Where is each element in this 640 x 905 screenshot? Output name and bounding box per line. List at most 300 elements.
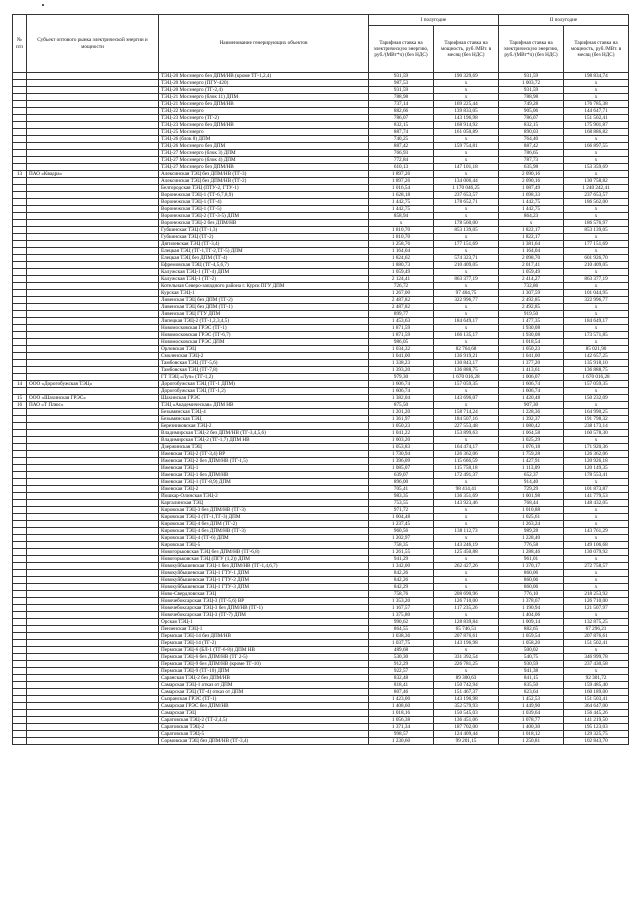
row-subject (27, 640, 159, 647)
row-num (13, 234, 27, 241)
energy-half2: 1 420,48 (499, 395, 564, 402)
table-row (13, 87, 629, 94)
power-half2: 135 918,10 (564, 360, 629, 367)
row-object: ТЭЦ-21 Мосэнерго без ДПМ/НВ (159, 101, 369, 108)
row-object: Дзержинская ТЭЦ (159, 444, 369, 451)
row-object: Безымянская ТЭЦ (159, 416, 369, 423)
row-num (13, 185, 27, 192)
table-row (13, 675, 629, 682)
row-subject (27, 213, 159, 220)
row-subject (27, 129, 159, 136)
energy-half1: 864,55 (369, 626, 434, 633)
row-num (13, 486, 27, 493)
energy-half2: 1 190,94 (499, 605, 564, 612)
row-object: Пермская ТЭЦ-6 без ДПМ/НВ (ТГ 2-5) (159, 654, 369, 661)
power-half1: x (434, 80, 499, 87)
energy-half1: 931,59 (369, 87, 434, 94)
table-row (13, 402, 629, 409)
row-object: Белгородская ТЭЦ (ПТУ-2, ГТУ-1) (159, 185, 369, 192)
energy-half1: 1 606,74 (369, 381, 434, 388)
energy-half2: 768,44 (499, 500, 564, 507)
table-row (13, 318, 629, 325)
power-half1: x (434, 94, 499, 101)
energy-half2: 1 759,28 (499, 451, 564, 458)
energy-half2: 1 930,08 (499, 325, 564, 332)
row-num (13, 192, 27, 199)
power-half2: 863 377,19 (564, 276, 629, 283)
power-half1: 863 377,19 (434, 276, 499, 283)
energy-half1: 875,50 (369, 402, 434, 409)
energy-half2: 1 449,90 (499, 703, 564, 710)
row-object: Новогорьковская ТЭЦ без ДПМ/НВ (ТГ-6,8) (159, 549, 369, 556)
energy-half1: 1 016,54 (369, 185, 434, 192)
row-num (13, 654, 27, 661)
power-half2: 150 232,09 (564, 395, 629, 402)
power-half2: 195 123,03 (564, 724, 629, 731)
row-subject (27, 409, 159, 416)
row-subject (27, 430, 159, 437)
energy-half2: 1 606,74 (499, 381, 564, 388)
table-row (13, 689, 629, 696)
table-row (13, 521, 629, 528)
table-row (13, 430, 629, 437)
power-half1: 136 451,06 (434, 717, 499, 724)
power-half1: x (434, 213, 499, 220)
power-half1: 143 696,07 (434, 395, 499, 402)
row-subject (27, 234, 159, 241)
energy-half1: 1 201,20 (369, 409, 434, 416)
table-row (13, 668, 629, 675)
row-num (13, 129, 27, 136)
table-row (13, 444, 629, 451)
energy-half1: 983,35 (369, 493, 434, 500)
energy-half1: 1 824,62 (369, 255, 434, 262)
power-half2: 151 502,41 (564, 115, 629, 122)
table-row (13, 507, 629, 514)
row-subject (27, 143, 159, 150)
energy-half1: 1 003,20 (369, 437, 434, 444)
row-object: ТЭЦ-25 Мосэнерго (159, 129, 369, 136)
power-half2: x (564, 339, 629, 346)
energy-half1: 2 124,41 (369, 276, 434, 283)
energy-half1: 772,84 (369, 157, 434, 164)
row-num (13, 248, 27, 255)
energy-half1: 941,29 (369, 556, 434, 563)
row-object: ТЭЦ-20 Мосэнерго (ТГ-2,4) (159, 87, 369, 94)
row-object: Воронежская ТЭЦ-2 (ТГ-3-5) ДПМ (159, 213, 369, 220)
row-subject (27, 528, 159, 535)
row-object: Липецкая ТЭЦ-2 (ТГ-1,2,3,4,5) (159, 318, 369, 325)
row-num (13, 269, 27, 276)
energy-half2: 2 017,41 (499, 262, 564, 269)
power-half2: 207 876,61 (564, 633, 629, 640)
energy-half2: 1 164,04 (499, 248, 564, 255)
power-half2: 159 485,40 (564, 682, 629, 689)
power-half2: 166 897,55 (564, 143, 629, 150)
header-num: № п/п (13, 15, 27, 73)
energy-half2: 890,03 (499, 129, 564, 136)
energy-half2: 1 076,18 (499, 444, 564, 451)
energy-half2: 776,10 (499, 591, 564, 598)
power-half2: 153 359,69 (564, 164, 629, 171)
power-half1: x (434, 136, 499, 143)
power-half1: 125 450,88 (434, 549, 499, 556)
energy-half1: 1 880,73 (369, 262, 434, 269)
energy-half1: 489,68 (369, 647, 434, 654)
energy-half2: 860,06 (499, 584, 564, 591)
row-object: Дорогобужская ТЭЦ (ТГ-1,2) (159, 388, 369, 395)
row-subject (27, 115, 159, 122)
row-object: ТЭЦ «Академическая» ДПМ НВ (159, 402, 369, 409)
energy-half2: 914,40 (499, 479, 564, 486)
table-row (13, 213, 629, 220)
row-subject (27, 150, 159, 157)
table-row (13, 710, 629, 717)
row-num (13, 423, 27, 430)
power-half2: 176 785,38 (564, 101, 629, 108)
power-half1: x (434, 325, 499, 332)
power-half1: 126 362,06 (434, 451, 499, 458)
table-row (13, 409, 629, 416)
power-half2: x (564, 136, 629, 143)
row-num (13, 640, 27, 647)
row-object: Пермская ТЭЦ-9 (ТГ-10) ДПМ (159, 668, 369, 675)
power-half1: 207 876,61 (434, 633, 499, 640)
row-num (13, 157, 27, 164)
power-half2: 144 647,71 (564, 108, 629, 115)
power-half2: 126 362,06 (564, 451, 629, 458)
power-half1: 853 139,05 (434, 227, 499, 234)
energy-half1: 1 423,00 (369, 696, 434, 703)
energy-half1: 705,41 (369, 486, 434, 493)
row-object: Новокуйбышевская ТЭЦ-1 ГТУ-2 ДПМ (159, 577, 369, 584)
table-row (13, 80, 629, 87)
table-row (13, 339, 629, 346)
row-subject (27, 675, 159, 682)
table-row (13, 549, 629, 556)
row-subject (27, 73, 159, 80)
table-row (13, 640, 629, 647)
row-subject (27, 696, 159, 703)
energy-half2: 1 087,49 (499, 185, 564, 192)
table-row (13, 311, 629, 318)
row-subject (27, 619, 159, 626)
row-num (13, 353, 27, 360)
row-object: Владимирская ТЭЦ-2 (ТГ-1,7) ДПМ НВ (159, 437, 369, 444)
row-subject (27, 262, 159, 269)
row-subject (27, 458, 159, 465)
power-half2: x (564, 311, 629, 318)
power-half1: x (434, 339, 499, 346)
table-row (13, 297, 629, 304)
power-half1: 177 151,69 (434, 241, 499, 248)
power-half2: 136 888,75 (564, 367, 629, 374)
energy-half1: 758,35 (369, 542, 434, 549)
row-num: 13 (13, 171, 27, 178)
energy-half1: 1 230,60 (369, 738, 434, 745)
power-half2: x (564, 437, 629, 444)
power-half2: x (564, 283, 629, 290)
row-object: Воронежская ТЭЦ-1 (ТГ-4) (159, 199, 369, 206)
table-row (13, 493, 629, 500)
table-row (13, 486, 629, 493)
power-half1: 115 666,59 (434, 458, 499, 465)
power-half1: 352 579,93 (434, 703, 499, 710)
energy-half2: 1 698,33 (499, 192, 564, 199)
table-row (13, 248, 629, 255)
row-subject (27, 255, 159, 262)
row-num (13, 458, 27, 465)
row-subject (27, 654, 159, 661)
row-num (13, 514, 27, 521)
energy-half2: 1 050,23 (499, 346, 564, 353)
row-object: ТЭЦ-20 Мосэнерго без ДПМ/НВ (кроме ТГ-1,2,4) (159, 73, 369, 80)
row-object: Новочебоксарская ТЭЦ-3 без ДПМ/НВ (ТГ-1) (159, 605, 369, 612)
tariff-table (12, 14, 629, 745)
energy-half1: 842,29 (369, 584, 434, 591)
row-num (13, 591, 27, 598)
table-row (13, 605, 629, 612)
row-object: Тамбовская ТЭЦ (ТГ-5,6) (159, 360, 369, 367)
header-energy-2: Тарифная ставка на электрическую энергию, руб./(МВт*ч) (без НДС) (499, 26, 564, 73)
power-half2: 129 325,75 (564, 731, 629, 738)
power-half2: x (564, 402, 629, 409)
row-num (13, 136, 27, 143)
row-num (13, 710, 27, 717)
power-half2: 126 710,00 (564, 598, 629, 605)
energy-half1: 1 085,07 (369, 465, 434, 472)
power-half2: x (564, 514, 629, 521)
row-num (13, 563, 27, 570)
table-row (13, 731, 629, 738)
energy-half1: 1 375,80 (369, 612, 434, 619)
table-row (13, 633, 629, 640)
energy-half1: 1 396,09 (369, 458, 434, 465)
energy-half1: 1 038,36 (369, 633, 434, 640)
power-half1: 138 112,73 (434, 528, 499, 535)
row-num (13, 430, 27, 437)
row-object: Саратовская ТЭЦ-5 (159, 731, 369, 738)
row-subject (27, 577, 159, 584)
energy-half2: 2 492,85 (499, 297, 564, 304)
table-row (13, 724, 629, 731)
power-half1: 143 196,98 (434, 696, 499, 703)
power-half2: x (564, 80, 629, 87)
table-row (13, 451, 629, 458)
table-row (13, 150, 629, 157)
energy-half2: 887,42 (499, 143, 564, 150)
power-half2: x (564, 647, 629, 654)
row-subject (27, 444, 159, 451)
row-num (13, 416, 27, 423)
power-half2: x (564, 213, 629, 220)
energy-half2: 2 090,16 (499, 178, 564, 185)
energy-half2: 1 078,77 (499, 717, 564, 724)
row-subject (27, 647, 159, 654)
energy-half2: 860,06 (499, 577, 564, 584)
row-object: Самарская ГРЭС без ДПМ/НВ (159, 703, 369, 710)
row-subject (27, 227, 159, 234)
row-num (13, 409, 27, 416)
energy-half1: 1 442,75 (369, 199, 434, 206)
row-num (13, 220, 27, 227)
energy-half1: 912,29 (369, 661, 434, 668)
row-num (13, 213, 27, 220)
table-row (13, 577, 629, 584)
row-subject (27, 668, 159, 675)
energy-half2: 823,64 (499, 689, 564, 696)
power-half2: 173 571,85 (564, 332, 629, 339)
row-num (13, 94, 27, 101)
row-num (13, 80, 27, 87)
power-half1: 161 050,89 (434, 129, 499, 136)
energy-half2: 787,73 (499, 157, 564, 164)
row-object: Новокуйбышевская ТЭЦ-1 ГТУ-3 ДПМ (159, 584, 369, 591)
energy-half1: 786,07 (369, 115, 434, 122)
row-num (13, 738, 27, 745)
energy-half2: 919,50 (499, 311, 564, 318)
table-row (13, 220, 629, 227)
energy-half2: 652,37 (499, 472, 564, 479)
power-half2: x (564, 234, 629, 241)
power-half1: 143 923,46 (434, 500, 499, 507)
row-object: Кировская ТЭЦ-5 (159, 542, 369, 549)
energy-half2: 1 039,64 (499, 710, 564, 717)
row-object: Воронежская ТЭЦ-1 (ТГ-5) (159, 206, 369, 213)
row-object: Кировская ТЭЦ-4 без ДПМ/НВ (ТГ-3) (159, 528, 369, 535)
table-row (13, 241, 629, 248)
energy-half1: 858,94 (369, 213, 434, 220)
row-object: Дягилевская ТЭЦ (ТГ-3,4) (159, 241, 369, 248)
power-half2: 142 657,25 (564, 353, 629, 360)
table-row (13, 255, 629, 262)
power-half1: 89 300,63 (434, 675, 499, 682)
energy-half1: 758,76 (369, 591, 434, 598)
row-object: Калужская ТЭЦ-1 (ТГ-2) (159, 276, 369, 283)
energy-half2: 1 228,40 (499, 535, 564, 542)
row-subject (27, 465, 159, 472)
power-half1: x (434, 248, 499, 255)
table-row (13, 227, 629, 234)
energy-half2: 729,29 (499, 486, 564, 493)
row-object: ГТ ТЭЦ «Луч» (ТГ-1,2) (159, 374, 369, 381)
power-half2: 364 647,00 (564, 703, 629, 710)
row-subject (27, 80, 159, 87)
energy-half2: 1 228,36 (499, 409, 564, 416)
row-object: Самарская ТЭЦ-1 отказ от ДПМ (159, 682, 369, 689)
power-half1: 143 246,19 (434, 542, 499, 549)
row-object: Смоленская ТЭЦ-2 (159, 353, 369, 360)
power-half2: x (564, 556, 629, 563)
row-subject (27, 185, 159, 192)
row-subject (27, 199, 159, 206)
row-object: Владимирская ТЭЦ-2 без ДПМ/НВ (ТГ-3,4,5,6) (159, 430, 369, 437)
energy-half2: 2 414,27 (499, 276, 564, 283)
energy-half1: 1 050,23 (369, 423, 434, 430)
energy-half1: 998,57 (369, 731, 434, 738)
power-half1: x (434, 87, 499, 94)
energy-half2: 1 010,88 (499, 507, 564, 514)
energy-half2: 1 003,72 (499, 80, 564, 87)
power-half1: x (434, 647, 499, 654)
energy-half2: 1 059,54 (499, 633, 564, 640)
row-num (13, 255, 27, 262)
energy-half1: 842,26 (369, 570, 434, 577)
row-object: Саратовская ТЭЦ-2 (ТГ-2,4,5) (159, 717, 369, 724)
energy-half2: 835,50 (499, 682, 564, 689)
row-subject (27, 584, 159, 591)
power-half1: 190 329,69 (434, 73, 499, 80)
row-num (13, 87, 27, 94)
power-half2: 141 779,53 (564, 493, 629, 500)
row-object: Ефремовская ТЭЦ (ТГ-4,5,6,7) (159, 262, 369, 269)
table-row (13, 682, 629, 689)
table-row (13, 283, 629, 290)
energy-half2: 961,01 (499, 556, 564, 563)
energy-half2: 1 381,64 (499, 241, 564, 248)
power-half2: 156 445,26 (564, 710, 629, 717)
energy-half1: 2 487,82 (369, 304, 434, 311)
row-num (13, 241, 27, 248)
energy-half2: 1 041,00 (499, 353, 564, 360)
energy-half1: 986,05 (369, 339, 434, 346)
row-subject (27, 612, 159, 619)
energy-half2: 1 606,74 (499, 388, 564, 395)
row-subject (27, 542, 159, 549)
energy-half2: 864,23 (499, 213, 564, 220)
row-num (13, 311, 27, 318)
row-object: Ижевская ТЭЦ-2 (159, 486, 369, 493)
row-num (13, 339, 27, 346)
row-num (13, 465, 27, 472)
power-half2: 132 875,25 (564, 619, 629, 626)
row-num (13, 479, 27, 486)
row-num (13, 318, 27, 325)
row-num (13, 304, 27, 311)
energy-half1: 1 628,18 (369, 192, 434, 199)
table-row (13, 346, 629, 353)
power-half2: 141 219,50 (564, 717, 629, 724)
row-object: Сормовская ТЭЦ без ДПМ/НВ (ТГ-3,4) (159, 738, 369, 745)
row-num (13, 647, 27, 654)
row-subject (27, 276, 159, 283)
row-subject (27, 346, 159, 353)
power-half1: x (434, 521, 499, 528)
row-subject (27, 318, 159, 325)
row-object: Ижевская ТЭЦ-1 без ДПМ/НВ (159, 472, 369, 479)
row-num (13, 101, 27, 108)
power-half1: 65 746,51 (434, 626, 499, 633)
power-half1: 157 059,35 (434, 381, 499, 388)
table-row (13, 164, 629, 171)
power-half2: 184 649,17 (564, 318, 629, 325)
energy-half2: 930,59 (499, 661, 564, 668)
power-half1: 139 833,05 (434, 108, 499, 115)
row-subject (27, 248, 159, 255)
power-half1: 158 714,24 (434, 409, 499, 416)
row-num (13, 682, 27, 689)
row-object: Кировская ТЭЦ-4 (ТГ-6) ДПМ (159, 535, 369, 542)
power-half1: x (434, 535, 499, 542)
row-subject (27, 339, 159, 346)
row-subject (27, 325, 159, 332)
row-object: ТЭЦ-27 Мосэнерго (блок 4) ДПМ (159, 157, 369, 164)
power-half2: 322 996,77 (564, 297, 629, 304)
row-subject (27, 437, 159, 444)
power-half2: 272 758,57 (564, 563, 629, 570)
table-row (13, 626, 629, 633)
power-half2: x (564, 171, 629, 178)
